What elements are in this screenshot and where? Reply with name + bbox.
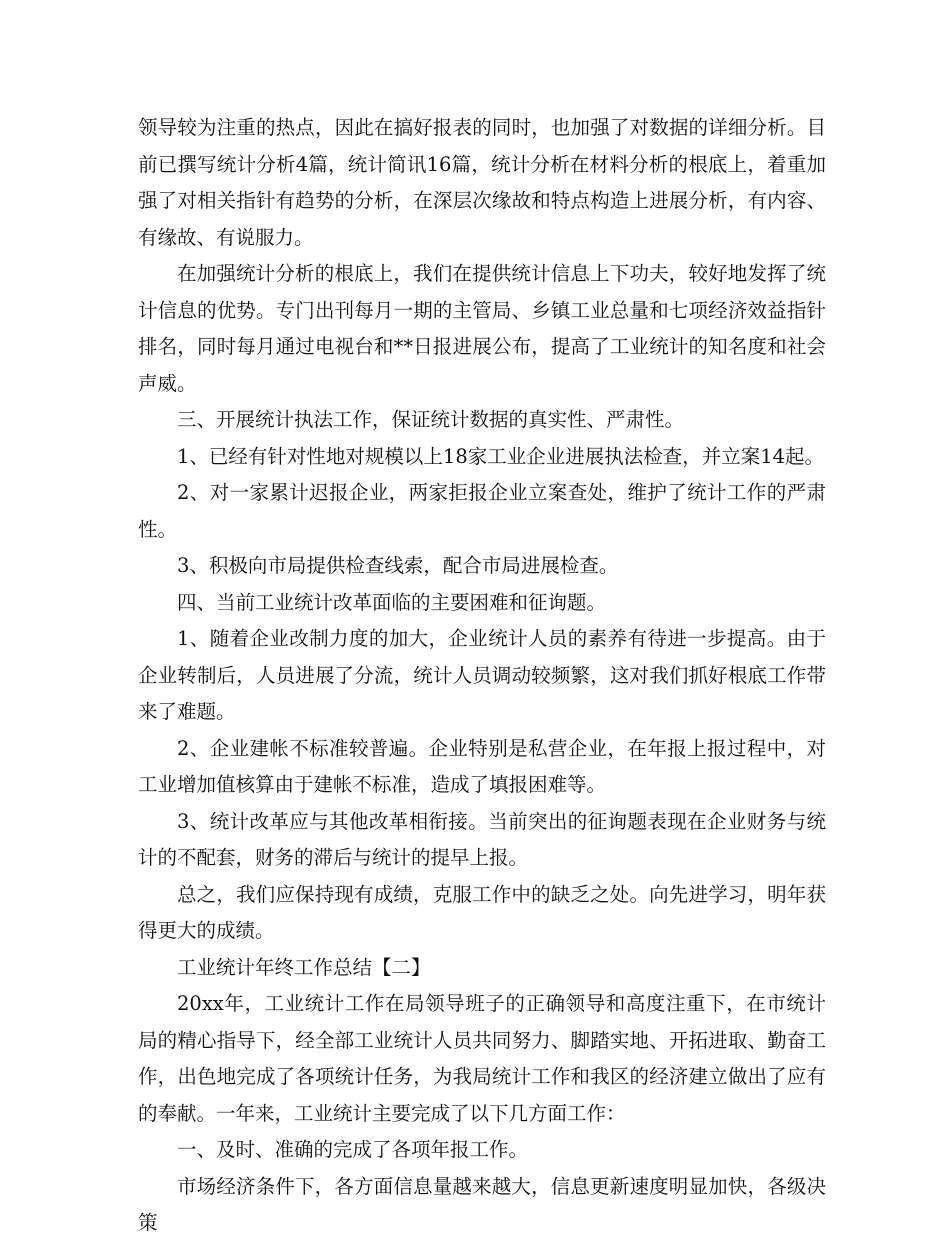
paragraph: 2、企业建帐不标准较普遍。企业特别是私营企业，在年报上报过程中，对工业增加值核算由于建帐不标准，造成了填报困难等。 — [138, 736, 826, 796]
paragraph: 三、开展统计执法工作，保证统计数据的真实性、严肃性。 — [177, 408, 685, 431]
paragraph: 2、对一家累计迟报企业，两家拒报企业立案查处，维护了统计工作的严肃性。 — [138, 481, 826, 541]
paragraph: 3、统计改革应与其他改革相衔接。当前突出的征询题表现在企业财务与统计的不配套，财务的滞后与统计的提早上报。 — [138, 809, 826, 869]
paragraph: 四、当前工业统计改革面临的主要困难和征询题。 — [177, 590, 607, 614]
paragraph: 在加强统计分析的根底上，我们在提供统计信息上下功夫，较好地发挥了统计信息的优势。专门出刊每月一期的主管局、乡镇工业总量和七项经济效益指针排名，同时每月通过电视台和**日报进展公布，提高了工业统计的知名度和社会声威。 — [138, 262, 826, 395]
paragraph: 总之，我们应保持现有成绩，克服工作中的缺乏之处。向先进学习，明年获得更大的成绩。 — [138, 882, 826, 942]
paragraph: 20xx年，工业统计工作在局领导班子的正确领导和高度注重下，在市统计局的精心指导下，经全部工业统计人员共同努力、脚踏实地、开拓进取、勤奋工作，出色地完成了各项统计任务，为我局统计工作和我区的经济建立做出了应有的奉献。一年来，工业统计主要完成了以下几方面工作： — [138, 992, 826, 1125]
paragraph: 工业统计年终工作总结【二】 — [177, 955, 431, 979]
paragraph: 一、及时、准确的完成了各项年报工作。 — [177, 1138, 529, 1161]
document-body — [138, 110, 826, 1242]
paragraph: 1、随着企业改制力度的加大，企业统计人员的素养有待进一步提高。由于企业转制后，人员进展了分流，统计人员调动较频繁，这对我们抓好根底工作带来了难题。 — [138, 627, 826, 723]
paragraph: 3、积极向市局提供检查线索，配合市局进展检查。 — [177, 554, 619, 577]
paragraph: 领导较为注重的热点，因此在搞好报表的同时，也加强了对数据的详细分析。目前已撰写统计分析4篇，统计简讯16篇，统计分析在材料分析的根底上，着重加强了对相关指针有趋势的分析，在深层次缘故和特点构造上进展分析，有内容、有缘故、有说服力。 — [138, 116, 826, 249]
paragraph: 1、已经有针对性地对规模以上18家工业企业进展执法检查，并立案14起。 — [177, 444, 825, 468]
paragraph: 市场经济条件下，各方面信息量越来越大，信息更新速度明显加快，各级决策 — [138, 1174, 826, 1234]
